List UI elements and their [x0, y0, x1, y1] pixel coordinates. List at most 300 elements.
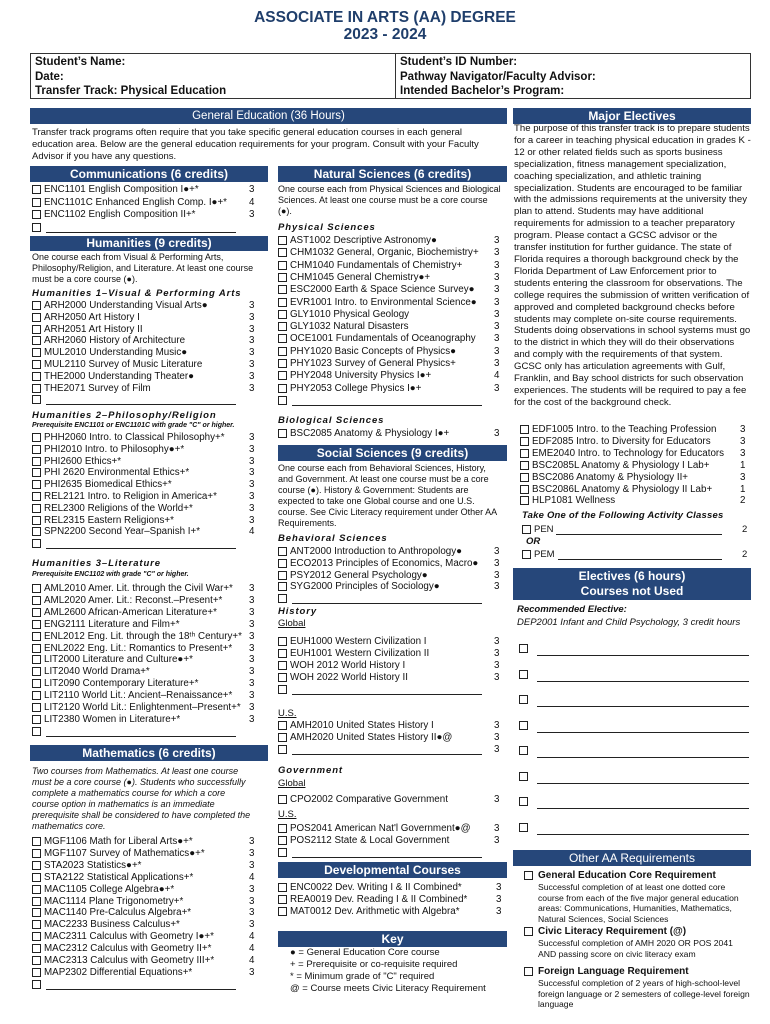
course-checkbox[interactable]	[32, 468, 41, 477]
course-row[interactable]	[32, 714, 262, 726]
course-row[interactable]	[32, 931, 262, 943]
course-checkbox[interactable]	[32, 849, 41, 858]
course-row[interactable]	[32, 583, 262, 595]
course-checkbox[interactable]	[278, 371, 287, 380]
course-name: MAC2311 Calculus with Geometry I●+*	[44, 931, 214, 943]
course-checkbox[interactable]	[278, 836, 287, 845]
student-id-field[interactable]: Student’s ID Number:	[400, 56, 518, 68]
blank-line[interactable]	[46, 404, 236, 405]
course-row[interactable]	[32, 503, 262, 515]
elective-blank-row[interactable]	[519, 796, 751, 808]
course-row[interactable]	[278, 660, 504, 672]
elective-blank-row[interactable]	[519, 643, 751, 655]
blank-course-row[interactable]	[32, 394, 262, 406]
blank-line[interactable]	[292, 405, 482, 406]
blank-checkbox[interactable]	[278, 745, 287, 754]
course-checkbox[interactable]	[520, 496, 529, 505]
course-checkbox[interactable]	[278, 236, 287, 245]
major-desc: The purpose of this transfer track is to prepare students for a career in teaching physical education in grades K - 12 or other related fields such as sports business specialization, fitness management specialization, coaching specialization, and athletic training specialization. Students are encouraged to be familiar with the admissions requirements at the university they plan to attend. Students may have additional requirements for admission to a teacher preparatory program. Please contact a GCSC advisor or the transfer institution for further guidance. The state of Florida requires a thorough background check by the Florida Department of Law Enforcement prior to students entering the classroom for observations. The college requires the submission of written verification of approved and completed background checks before students may complete on-site course requirements. Students doing observations in school systems must go to the district in which they will do their observations and comply with the requirements of that system. GCSC only has articulation agreements with Gulf, Franklin, and Bay school districts for such observation experiences. The students will be required to pay a fee for the cost of the background check.	[514, 123, 751, 408]
course-row[interactable]	[32, 595, 262, 607]
course-row[interactable]	[32, 197, 262, 209]
course-row[interactable]	[278, 346, 504, 358]
course-row[interactable]	[278, 570, 504, 582]
blank-line[interactable]	[46, 989, 236, 990]
course-row[interactable]	[32, 702, 262, 714]
blank-checkbox[interactable]	[32, 539, 41, 548]
course-name: STA2122 Statistical Applications+*	[44, 871, 194, 883]
course-credits: 3	[249, 642, 255, 654]
elective-line[interactable]	[537, 655, 749, 656]
course-checkbox[interactable]	[32, 667, 41, 676]
course-row[interactable]	[32, 300, 262, 312]
course-name: AML2020 Amer. Lit.: Reconst.–Present+*	[44, 594, 223, 606]
key-item: + = Prerequisite or co-requisite required	[290, 959, 458, 970]
pen-line[interactable]	[556, 534, 722, 535]
blank-checkbox[interactable]	[32, 980, 41, 989]
elective-blank-row[interactable]	[519, 822, 751, 834]
course-row[interactable]	[32, 836, 262, 848]
course-row[interactable]	[32, 479, 262, 491]
major-header: Major Electives	[513, 108, 751, 124]
course-checkbox[interactable]	[32, 920, 41, 929]
course-row[interactable]	[32, 347, 262, 359]
course-checkbox[interactable]	[32, 944, 41, 953]
course-checkbox[interactable]	[32, 527, 41, 536]
course-row[interactable]	[520, 460, 752, 472]
advisor-field[interactable]: Pathway Navigator/Faculty Advisor:	[400, 70, 596, 83]
course-checkbox[interactable]	[278, 673, 287, 682]
course-checkbox[interactable]	[32, 336, 41, 345]
course-credits: 3	[740, 435, 746, 447]
gov-global-label: Global	[278, 778, 306, 789]
course-row[interactable]	[32, 860, 262, 872]
course-checkbox[interactable]	[32, 198, 41, 207]
course-row[interactable]	[32, 643, 262, 655]
blank-course-row[interactable]	[32, 979, 262, 991]
pem-checkbox[interactable]	[522, 550, 531, 559]
course-row[interactable]	[520, 424, 752, 436]
key-item: @ = Course meets Civic Literacy Requirement	[290, 983, 486, 994]
course-row[interactable]	[32, 526, 262, 538]
course-name: EDF2085 Intro. to Diversity for Educators	[532, 435, 711, 447]
course-credits: 3	[249, 455, 255, 467]
course-row[interactable]	[32, 312, 262, 324]
humanities-lit-prereq: Prerequisite ENC1102 with grade "C" or higher.	[32, 571, 189, 578]
course-checkbox[interactable]	[32, 608, 41, 617]
course-row[interactable]	[32, 955, 262, 967]
electives-header	[513, 568, 751, 600]
course-row[interactable]	[32, 943, 262, 955]
course-row[interactable]	[278, 894, 504, 906]
course-checkbox[interactable]	[278, 384, 287, 393]
course-row[interactable]	[32, 654, 262, 666]
student-info-right	[396, 54, 751, 98]
blank-course-row[interactable]	[278, 744, 504, 756]
course-row[interactable]	[278, 882, 504, 894]
blank-course-row[interactable]	[278, 684, 504, 696]
blank-line[interactable]	[46, 232, 236, 233]
course-credits: 2	[740, 495, 746, 507]
course-row[interactable]	[278, 260, 504, 272]
course-row[interactable]	[278, 309, 504, 321]
course-credits: 3	[249, 359, 255, 370]
elective-line[interactable]	[537, 783, 749, 784]
course-row[interactable]	[278, 823, 504, 835]
elective-line[interactable]	[537, 706, 749, 707]
course-checkbox[interactable]	[278, 721, 287, 730]
blank-checkbox[interactable]	[32, 727, 41, 736]
course-row[interactable]	[32, 896, 262, 908]
course-checkbox[interactable]	[520, 461, 529, 470]
course-row[interactable]	[32, 607, 262, 619]
course-name: LIT2000 Literature and Culture●+*	[44, 654, 193, 666]
course-checkbox[interactable]	[32, 644, 41, 653]
course-row[interactable]	[32, 456, 262, 468]
blank-course-row[interactable]	[32, 222, 262, 234]
blank-line[interactable]	[292, 754, 482, 755]
course-row[interactable]	[32, 467, 262, 479]
course-row[interactable]	[278, 235, 504, 247]
elective-checkbox[interactable]	[519, 746, 528, 755]
course-name: WOH 2022 World History II	[290, 672, 408, 683]
course-row[interactable]	[32, 872, 262, 884]
course-name: OCE1001 Fundamentals of Oceanography	[290, 333, 476, 345]
course-row[interactable]	[520, 484, 752, 496]
course-row[interactable]	[520, 436, 752, 448]
course-row[interactable]	[32, 678, 262, 690]
course-checkbox[interactable]	[278, 907, 287, 916]
course-checkbox[interactable]	[32, 457, 41, 466]
course-checkbox[interactable]	[32, 968, 41, 977]
course-row[interactable]	[32, 848, 262, 860]
course-name: AML2010 Amer. Lit. through the Civil War+*	[44, 583, 233, 594]
course-row[interactable]	[278, 333, 504, 345]
course-name: SPN2200 Second Year–Spanish I+*	[44, 526, 201, 538]
course-row[interactable]	[278, 370, 504, 382]
course-row[interactable]	[278, 284, 504, 296]
course-row[interactable]	[32, 184, 262, 196]
course-row[interactable]	[32, 515, 262, 527]
blank-checkbox[interactable]	[278, 594, 287, 603]
communications-header: Communications (6 credits)	[30, 166, 268, 182]
course-row[interactable]	[278, 732, 504, 744]
course-checkbox[interactable]	[32, 372, 41, 381]
elective-blank-row[interactable]	[519, 720, 751, 732]
course-checkbox[interactable]	[32, 210, 41, 219]
blank-course-row[interactable]	[278, 847, 504, 859]
pem-row[interactable]	[522, 549, 752, 561]
blank-checkbox[interactable]	[278, 685, 287, 694]
course-checkbox[interactable]	[32, 348, 41, 357]
course-row[interactable]	[32, 619, 262, 631]
elective-blank-row[interactable]	[519, 771, 751, 783]
course-name: REA0019 Dev. Reading I & II Combined*	[290, 894, 468, 905]
course-checkbox[interactable]	[32, 480, 41, 489]
elective-checkbox[interactable]	[519, 695, 528, 704]
elective-checkbox[interactable]	[519, 772, 528, 781]
course-name: CPO2002 Comparative Government	[290, 794, 448, 805]
elective-line[interactable]	[537, 757, 749, 758]
blank-course-row[interactable]	[278, 593, 504, 605]
course-row[interactable]	[278, 321, 504, 333]
blank-course-row[interactable]	[32, 726, 262, 738]
elective-line[interactable]	[537, 681, 749, 682]
course-row[interactable]	[32, 884, 262, 896]
course-name: CHM1045 General Chemistry●+	[290, 271, 431, 283]
course-checkbox[interactable]	[32, 873, 41, 882]
course-credits: 3	[249, 370, 255, 382]
course-row[interactable]	[278, 648, 504, 660]
course-credits: 3	[249, 209, 255, 220]
blank-checkbox[interactable]	[32, 395, 41, 404]
course-checkbox[interactable]	[278, 347, 287, 356]
math-header: Mathematics (6 credits)	[30, 745, 268, 761]
course-row[interactable]	[32, 359, 262, 371]
course-checkbox[interactable]	[32, 897, 41, 906]
course-checkbox[interactable]	[278, 334, 287, 343]
key-header: Key	[278, 931, 507, 947]
elective-line[interactable]	[537, 732, 749, 733]
course-checkbox[interactable]	[278, 322, 287, 331]
course-row[interactable]	[32, 371, 262, 383]
blank-checkbox[interactable]	[32, 223, 41, 232]
blank-line[interactable]	[46, 736, 236, 737]
course-checkbox[interactable]	[278, 571, 287, 580]
course-row[interactable]	[520, 448, 752, 460]
recommended-text: DEP2001 Infant and Child Psychology, 3 credit hours	[517, 617, 741, 628]
course-row[interactable]	[278, 358, 504, 370]
course-checkbox[interactable]	[520, 449, 529, 458]
elective-line[interactable]	[537, 808, 749, 809]
course-credits: 3	[494, 382, 500, 394]
course-name: PHY1020 Basic Concepts of Physics●	[290, 345, 457, 357]
course-checkbox[interactable]	[32, 433, 41, 442]
requirement-checkbox[interactable]	[524, 871, 533, 880]
course-checkbox[interactable]	[32, 360, 41, 369]
blank-line[interactable]	[292, 694, 482, 695]
course-row[interactable]	[278, 581, 504, 593]
elective-blank-row[interactable]	[519, 694, 751, 706]
course-checkbox[interactable]	[32, 301, 41, 310]
course-row[interactable]	[278, 558, 504, 570]
course-name: GLY1032 Natural Disasters	[290, 321, 409, 333]
course-row[interactable]	[32, 324, 262, 336]
course-checkbox[interactable]	[32, 691, 41, 700]
course-credits: 3	[249, 594, 255, 606]
course-row[interactable]	[32, 631, 262, 643]
course-checkbox[interactable]	[520, 485, 529, 494]
course-row[interactable]	[278, 383, 504, 395]
other-header: Other AA Requirements	[513, 850, 751, 866]
course-row[interactable]	[278, 272, 504, 284]
course-checkbox[interactable]	[278, 582, 287, 591]
course-credits: 3	[494, 672, 500, 683]
bachelors-field[interactable]: Intended Bachelor’s Program:	[400, 85, 565, 97]
course-checkbox[interactable]	[278, 273, 287, 282]
student-name-field[interactable]: Student’s Name:	[35, 56, 126, 68]
course-row[interactable]	[278, 247, 504, 259]
course-checkbox[interactable]	[32, 932, 41, 941]
course-row[interactable]	[32, 335, 262, 347]
course-checkbox[interactable]	[278, 795, 287, 804]
requirement-checkbox[interactable]	[524, 927, 533, 936]
elective-blank-row[interactable]	[519, 745, 751, 757]
blank-checkbox[interactable]	[278, 396, 287, 405]
course-checkbox[interactable]	[32, 620, 41, 629]
course-checkbox[interactable]	[32, 861, 41, 870]
course-row[interactable]	[32, 919, 262, 931]
course-name: MAP2302 Differential Equations+*	[44, 966, 193, 978]
humanities-phil-prereq: Prerequisite ENC1101 or ENC1101C with grade "C" or higher.	[32, 422, 235, 429]
course-row[interactable]	[278, 636, 504, 648]
course-credits: 1	[740, 483, 746, 495]
elective-checkbox[interactable]	[519, 670, 528, 679]
course-row[interactable]	[278, 906, 504, 918]
course-row[interactable]	[278, 835, 504, 847]
course-checkbox[interactable]	[278, 547, 287, 556]
requirement-checkbox[interactable]	[524, 967, 533, 976]
course-checkbox[interactable]	[278, 298, 287, 307]
course-checkbox[interactable]	[278, 661, 287, 670]
course-checkbox[interactable]	[32, 908, 41, 917]
natsci-header: Natural Sciences (6 credits)	[278, 166, 507, 182]
other-requirement	[524, 869, 750, 924]
course-checkbox[interactable]	[32, 516, 41, 525]
course-name: AML2600 African-American Literature+*	[44, 606, 217, 618]
course-credits: 3	[494, 247, 500, 259]
course-row[interactable]	[32, 690, 262, 702]
course-row[interactable]	[32, 209, 262, 221]
other-requirement	[524, 965, 750, 1010]
course-credits: 3	[494, 259, 500, 271]
course-checkbox[interactable]	[278, 733, 287, 742]
humanities-header: Humanities (9 credits)	[30, 236, 268, 251]
course-checkbox[interactable]	[32, 504, 41, 513]
course-checkbox[interactable]	[278, 559, 287, 568]
course-checkbox[interactable]	[32, 956, 41, 965]
course-checkbox[interactable]	[520, 437, 529, 446]
course-credits: 3	[249, 859, 255, 871]
pen-row[interactable]	[522, 524, 752, 536]
course-checkbox[interactable]	[278, 429, 287, 438]
course-row[interactable]	[32, 907, 262, 919]
course-name: EUH1000 Western Civilization I	[290, 636, 427, 647]
course-checkbox[interactable]	[278, 883, 287, 892]
elective-checkbox[interactable]	[519, 823, 528, 832]
course-checkbox[interactable]	[32, 384, 41, 393]
elective-checkbox[interactable]	[519, 644, 528, 653]
course-name: MAC2312 Calculus with Geometry II+*	[44, 943, 212, 955]
course-checkbox[interactable]	[278, 359, 287, 368]
course-row[interactable]	[278, 672, 504, 684]
pem-line[interactable]	[558, 559, 722, 560]
course-name: ARH2050 Art History I	[44, 311, 140, 323]
course-checkbox[interactable]	[32, 584, 41, 593]
activity-title: Take One of the Following Activity Classes	[522, 510, 724, 521]
course-name: AST1002 Descriptive Astronomy●	[290, 235, 437, 246]
course-checkbox[interactable]	[32, 445, 41, 454]
course-credits: 3	[494, 732, 500, 743]
course-credits: 3	[494, 557, 500, 569]
course-row[interactable]	[278, 428, 504, 440]
course-name: PHI2010 Intro. to Philosophy●+*	[44, 443, 185, 455]
course-checkbox[interactable]	[32, 313, 41, 322]
course-credits: 3	[494, 358, 500, 369]
course-row[interactable]	[32, 432, 262, 444]
course-checkbox[interactable]	[32, 325, 41, 334]
elective-blank-row[interactable]	[519, 669, 751, 681]
course-row[interactable]	[278, 297, 504, 309]
elective-line[interactable]	[537, 834, 749, 835]
blank-course-row[interactable]	[278, 395, 504, 407]
course-credits: 3	[494, 284, 500, 296]
course-checkbox[interactable]	[32, 492, 41, 501]
course-name: CHM1032 General, Organic, Biochemistry+	[290, 247, 479, 259]
humanities-desc: One course each from Visual & Performing Arts, Philosophy/Religion, and Literature. At least one course must be a core course (●).	[32, 252, 254, 284]
other-requirement	[524, 925, 750, 959]
course-checkbox[interactable]	[520, 425, 529, 434]
electives-header-line1: Electives (6 hours)	[578, 569, 686, 583]
blank-line[interactable]	[46, 548, 236, 549]
course-row[interactable]	[32, 666, 262, 678]
course-row[interactable]	[520, 472, 752, 484]
course-checkbox[interactable]	[32, 837, 41, 846]
course-checkbox[interactable]	[32, 655, 41, 664]
blank-line[interactable]	[292, 857, 482, 858]
blank-line[interactable]	[292, 603, 482, 604]
course-checkbox[interactable]	[32, 679, 41, 688]
course-checkbox[interactable]	[278, 285, 287, 294]
course-row[interactable]	[520, 495, 752, 507]
course-checkbox[interactable]	[32, 715, 41, 724]
course-checkbox[interactable]	[278, 637, 287, 646]
course-row[interactable]	[278, 794, 504, 806]
course-name: LIT2380 Women in Literature+*	[44, 713, 181, 725]
course-checkbox[interactable]	[32, 185, 41, 194]
course-row[interactable]	[32, 967, 262, 979]
course-credits: 3	[740, 471, 746, 483]
elective-checkbox[interactable]	[519, 721, 528, 730]
course-row[interactable]	[278, 720, 504, 732]
math-desc: Two courses from Mathematics. At least one course must be a core course (●). Students who successfully complete a mathematics course for which a core course option in mathematics is an immediate prerequisite shall be considered to have completed the mathematics core.	[32, 766, 251, 831]
blank-course-row[interactable]	[32, 538, 262, 550]
course-checkbox[interactable]	[278, 895, 287, 904]
course-checkbox[interactable]	[278, 261, 287, 270]
course-row[interactable]	[32, 444, 262, 456]
course-checkbox[interactable]	[32, 596, 41, 605]
course-checkbox[interactable]	[32, 885, 41, 894]
blank-checkbox[interactable]	[278, 848, 287, 857]
course-name: ENL2012 Eng. Lit. through the 18ᵗʰ Century+*	[44, 630, 242, 642]
course-checkbox[interactable]	[32, 703, 41, 712]
course-checkbox[interactable]	[278, 824, 287, 833]
date-field[interactable]: Date:	[35, 70, 64, 83]
course-credits: 4	[249, 931, 255, 943]
course-checkbox[interactable]	[278, 649, 287, 658]
course-row[interactable]	[32, 491, 262, 503]
course-checkbox[interactable]	[32, 632, 41, 641]
course-credits: 3	[249, 514, 255, 526]
course-name: LIT2110 World Lit.: Ancient–Renaissance+*	[44, 690, 233, 702]
pen-checkbox[interactable]	[522, 525, 531, 534]
course-row[interactable]	[278, 546, 504, 558]
course-checkbox[interactable]	[278, 310, 287, 319]
course-row[interactable]	[32, 383, 262, 395]
course-checkbox[interactable]	[520, 473, 529, 482]
course-credits: 3	[249, 382, 255, 394]
elective-checkbox[interactable]	[519, 797, 528, 806]
course-checkbox[interactable]	[278, 248, 287, 257]
